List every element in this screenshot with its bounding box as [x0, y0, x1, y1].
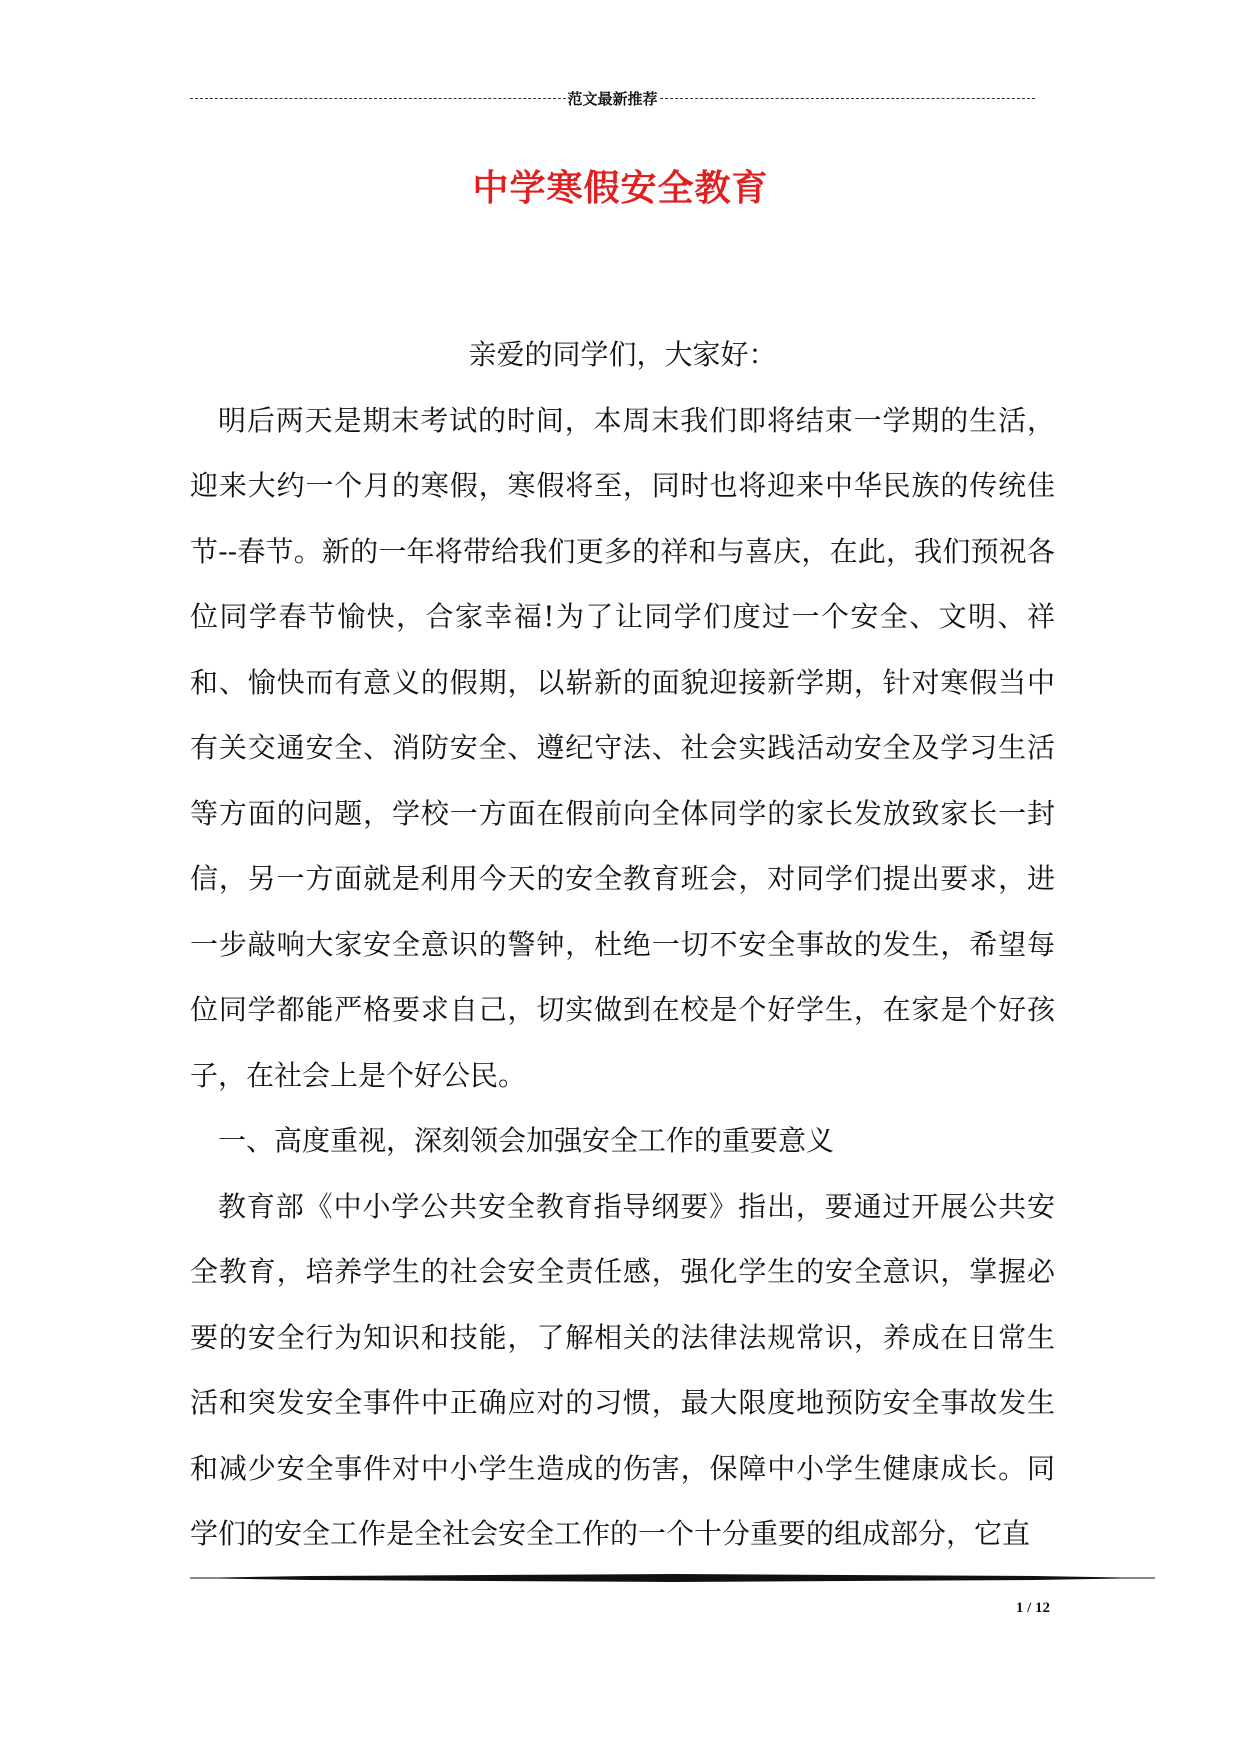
paragraph-guideline: 教育部《中小学公共安全教育指导纲要》指出，要通过开展公共安全教育，培养学生的社会安全责任感，强化学生的安全意识，掌握必要的安全行为知识和技能，了解相关的法律法规常识，养成在日常生活和突发安全事件中正确应对的习惯，最大限度地预防安全事故发生和减少安全事件对中小学生造成的伤害，保障中小学生健康成长。同学们的安全工作是全社会安全工作的一个十分重要的组成部分，它直: [190, 1189, 1055, 1550]
document-title: 中学寒假安全教育: [472, 167, 769, 209]
header-dash-left: [190, 98, 566, 99]
section-heading-1: 一、高度重视，深刻领会加强安全工作的重要意义: [218, 1124, 835, 1157]
page-number: 1 / 12: [1015, 1600, 1050, 1616]
greeting: 亲爱的同学们，大家好：: [468, 338, 777, 371]
page-header: [190, 88, 1035, 109]
header-dash-right: [660, 98, 1036, 99]
footer-rule: [190, 1571, 1155, 1585]
paragraph-intro: 明后两天是期末考试的时间，本周末我们即将结束一学期的生活，迎来大约一个月的寒假，寒假将至，同时也将迎来中华民族的传统佳节--春节。新的一年将带给我们更多的祥和与喜庆，在此，我们预祝各位同学春节愉快，合家幸福!为了让同学们度过一个安全、文明、祥和、愉快而有意义的假期，以崭新的面貌迎接新学期，针对寒假当中有关交通安全、消防安全、遵纪守法、社会实践活动安全及学习生活等方面的问题，学校一方面在假前向全体同学的家长发放致家长一封信，另一方面就是利用今天的安全教育班会，对同学们提出要求，进一步敲响大家安全意识的警钟，杜绝一切不安全事故的发生，希望每位同学都能严格要求自己，切实做到在校是个好学生，在家是个好孩子，在社会上是个好公民。: [190, 403, 1055, 1092]
header-label: 范文最新推荐: [567, 90, 658, 108]
document-body: [190, 322, 1055, 1567]
